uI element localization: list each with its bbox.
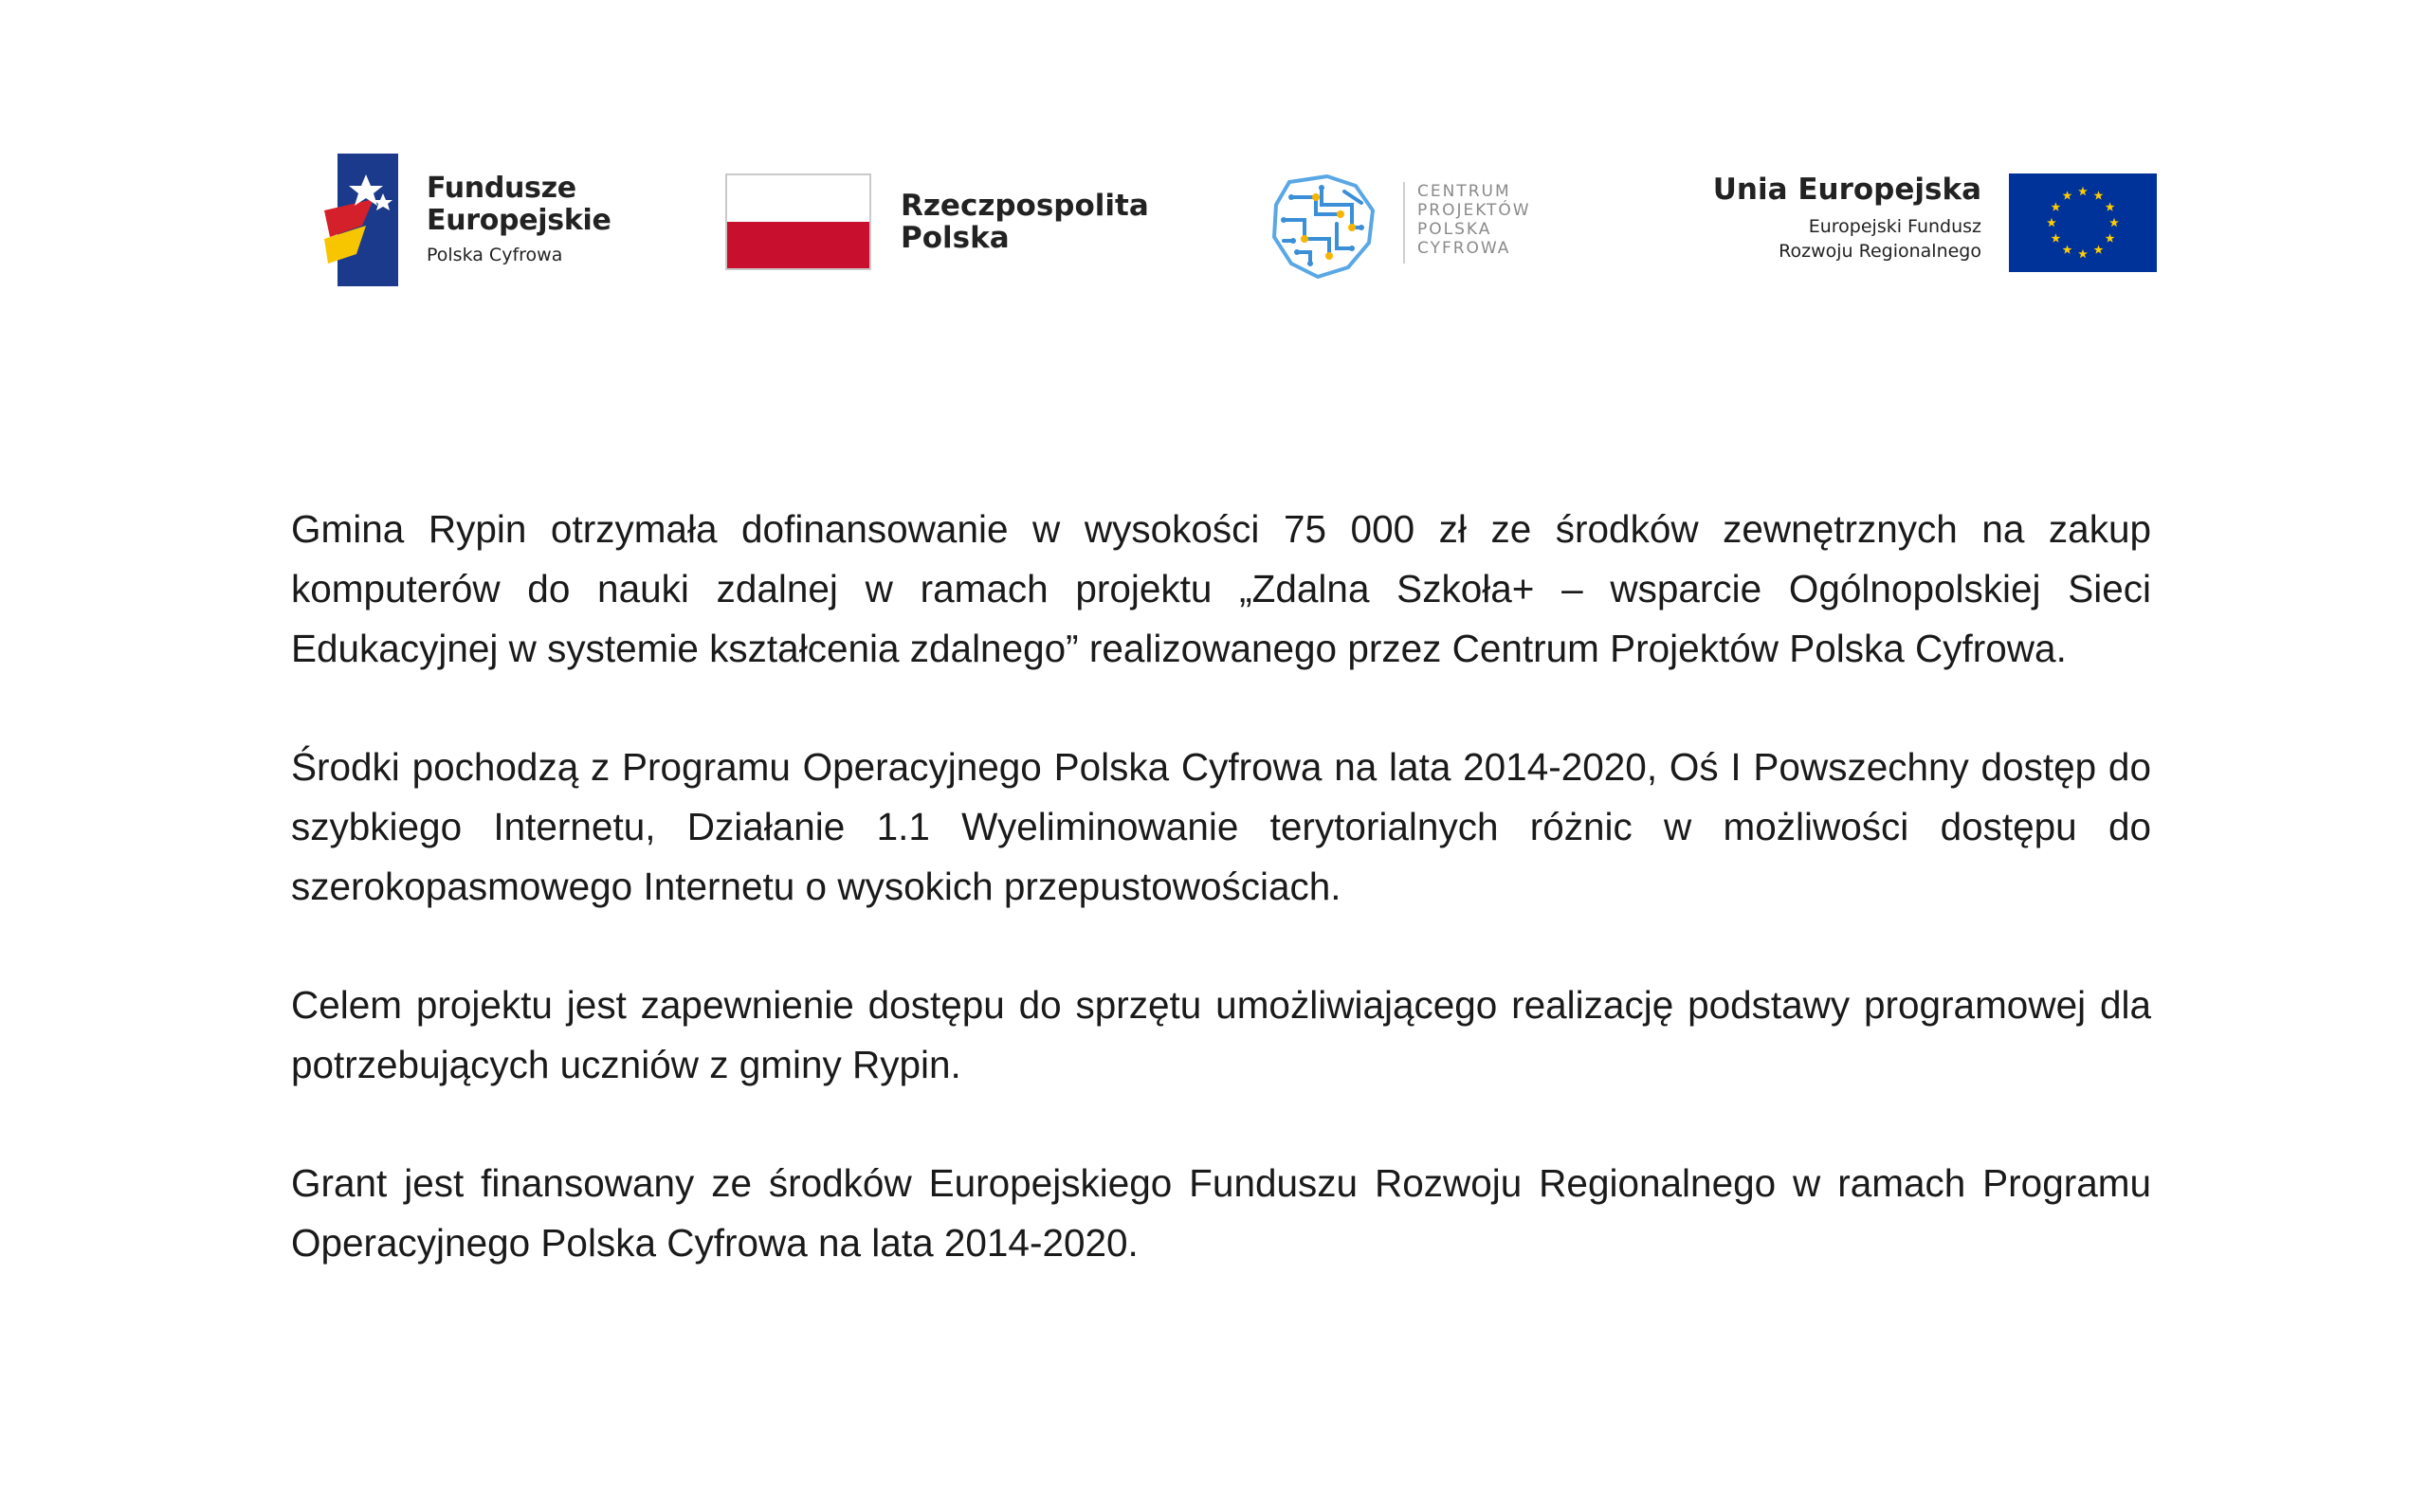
- cppc-line1: CENTRUM: [1417, 182, 1511, 201]
- cppc-line2: PROJEKTÓW: [1417, 201, 1531, 220]
- rp-line1: Rzeczpospolita: [901, 189, 1149, 223]
- cppc-divider: [1403, 182, 1405, 264]
- fe-title-line2: Europejskie: [427, 204, 611, 237]
- logo-strip: [299, 133, 2157, 322]
- paragraph-goal: Celem projektu jest zapewnienie dostępu do sprzętu umożliwiającego realizację podstawy programowej dla potrzebujących uczniów z gminy Rypin.: [291, 983, 2151, 1086]
- rp-line2: Polska: [901, 221, 1010, 255]
- polish-flag-icon: [725, 173, 871, 270]
- paragraph-source: Środki pochodzą z Programu Operacyjnego Polska Cyfrowa na lata 2014-2020, Oś I Powszechny dostęp do szybkiego Internetu, Działanie 1.1 Wyeliminowanie terytorialnych różnic w możliwości dostępu do szerokopasmowego Internetu o wysokich przepustowościach.: [291, 745, 2151, 908]
- paragraph-funding: Gmina Rypin otrzymała dofinansowanie w wysokości 75 000 zł ze środków zewnętrznych na zakup komputerów do nauki zdalnej w ramach projektu „Zdalna Szkoła+ – wsparcie Ogólnopolskiej Sieci Edukacyjnej w systemie kształcenia zdalnego” realizowanego przez Centrum Projektów Polska Cyfrowa.: [291, 507, 2151, 670]
- eu-flag-icon: [2009, 173, 2157, 272]
- paragraph-grant: Grant jest finansowany ze środków Europejskiego Funduszu Rozwoju Regionalnego w ramach Programu Operacyjnego Polska Cyfrowa na lata 2014-2020.: [291, 1161, 2151, 1265]
- ue-title: Unia Europejska: [1712, 173, 1981, 207]
- cppc-line3: POLSKA: [1417, 220, 1492, 239]
- centrum-projektow-logo: [1261, 133, 1602, 322]
- ue-sub-line1: Europejski Fundusz: [1808, 216, 1981, 237]
- cppc-line4: CYFROWA: [1417, 239, 1511, 258]
- fe-title-line1: Fundusze: [427, 172, 576, 205]
- unia-europejska-logo: [1678, 133, 2157, 322]
- fundusze-europejskie-icon: [324, 152, 400, 288]
- fundusze-europejskie-logo: [299, 133, 697, 322]
- ue-sub-line2: Rozwoju Regionalnego: [1779, 241, 1981, 262]
- fe-subtitle: Polska Cyfrowa: [427, 245, 563, 265]
- rzeczpospolita-polska-logo: [725, 133, 1180, 322]
- circuit-map-icon: [1261, 165, 1384, 288]
- announcement-content: [291, 500, 2151, 1273]
